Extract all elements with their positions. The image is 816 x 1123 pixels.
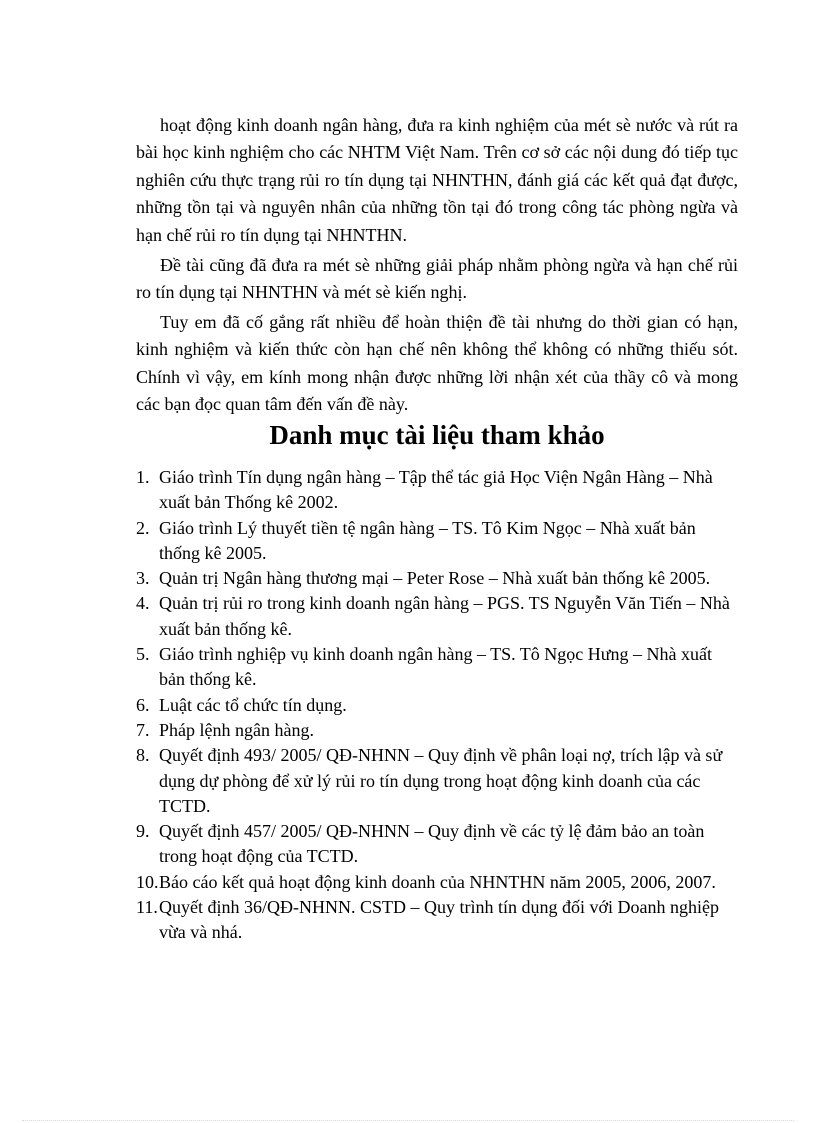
reference-text: Luật các tổ chức tín dụng. <box>159 694 347 715</box>
reference-number: 6. <box>136 694 150 715</box>
reference-number: 5. <box>136 644 150 665</box>
reference-item <box>136 591 738 642</box>
reference-text: Giáo trình nghiệp vụ kinh doanh ngân hàng – TS. Tô Ngọc Hưng – Nhà xuất bản thống kê. <box>159 644 713 690</box>
reference-number: 3. <box>136 568 150 589</box>
reference-number: 10. <box>136 871 159 892</box>
reference-number: 1. <box>136 467 150 487</box>
reference-text: Pháp lệnh ngân hàng. <box>159 719 314 740</box>
references-list <box>136 465 738 946</box>
reference-item <box>136 693 738 718</box>
reference-item <box>136 516 738 567</box>
reference-number: 9. <box>136 821 150 842</box>
body-paragraph: Tuy em đã cố gắng rất nhiều để hoàn thiện đề tài nhưng do thời gian có hạn, kinh nghiệm và kiến thức còn hạn chế nên không thể không có những thiếu sót. Chính vì vậy, em kính mong nhận được những lời nhận xét của thầy cô và mong các bạn đọc quan tâm đến vấn đề này. <box>136 312 738 415</box>
reference-number: 7. <box>136 719 150 740</box>
reference-text: Giáo trình Tín dụng ngân hàng – Tập thể tác giả Học Viện Ngân Hàng – Nhà xuất bản Thống kê 2002. <box>159 467 713 513</box>
reference-text: Báo cáo kết quả hoạt động kinh doanh của NHNTHN năm 2005, 2006, 2007. <box>159 871 716 892</box>
reference-number: 4. <box>136 593 150 614</box>
reference-item <box>136 870 738 895</box>
body-paragraph: hoạt động kinh doanh ngân hàng, đưa ra kinh nghiệm của mét sè nước và rút ra bài học kinh nghiệm cho các NHTM Việt Nam. Trên cơ sở các nội dung đó tiếp tục nghiên cứu thực trạng rủi ro tín dụng tại NHNTHN, đánh giá các kết quả đạt được, những tồn tại và nguyên nhân của những tồn tại đó trong công tác phòng ngừa và hạn chế rủi ro tín dụng tại NHNTHN. <box>136 115 738 245</box>
reference-text: Quyết định 493/ 2005/ QĐ-NHNN – Quy định về phân loại nợ, trích lập và sử dụng dự phòng để xử lý rủi ro tín dụng trong hoạt động kinh doanh của các TCTD. <box>159 745 723 816</box>
reference-number: 2. <box>136 517 150 538</box>
reference-item <box>136 895 738 946</box>
reference-item <box>136 819 738 870</box>
reference-text: Quyết định 457/ 2005/ QĐ-NHNN – Quy định về các tỷ lệ đảm bảo an toàn trong hoạt động của TCTD. <box>159 821 705 867</box>
reference-item <box>136 642 738 693</box>
reference-text: Quản trị Ngân hàng thương mại – Peter Rose – Nhà xuất bản thống kê 2005. <box>159 568 711 589</box>
reference-item <box>136 718 738 743</box>
reference-text: Giáo trình Lý thuyết tiền tệ ngân hàng – TS. Tô Kim Ngọc – Nhà xuất bản thống kê 2005. <box>159 517 696 563</box>
reference-number: 8. <box>136 745 150 766</box>
body-paragraph: Đề tài cũng đã đưa ra mét sè những giải pháp nhằm phòng ngừa và hạn chế rủi ro tín dụng tại NHNTHN và mét sè kiến nghị. <box>136 255 738 303</box>
references-heading: Danh mục tài liệu tham khảo <box>269 420 605 450</box>
reference-text: Quyết định 36/QĐ-NHNN. CSTD – Quy trình tín dụng đối với Doanh nghiệp vừa và nhá. <box>159 897 719 943</box>
reference-item <box>136 465 738 516</box>
reference-item <box>136 566 738 591</box>
page-bottom-divider <box>22 1120 794 1121</box>
reference-number: 11. <box>136 897 158 918</box>
reference-text: Quản trị rủi ro trong kinh doanh ngân hàng – PGS. TS Nguyễn Văn Tiến – Nhà xuất bản thống kê. <box>159 593 730 639</box>
reference-item <box>136 743 738 819</box>
